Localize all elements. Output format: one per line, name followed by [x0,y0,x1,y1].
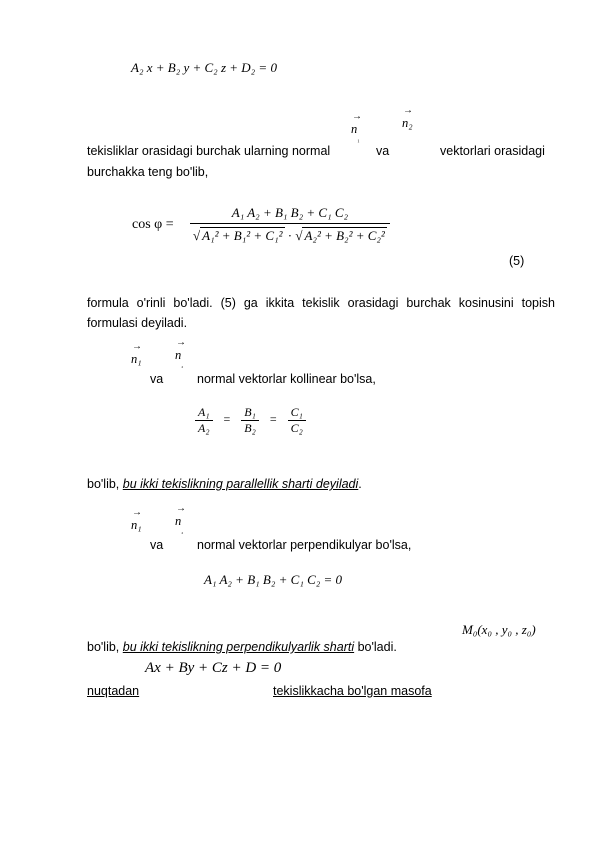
collinear-text: normal vektorlar kollinear bo'lsa, [197,372,376,386]
parallel-condition-link[interactable]: bu ikki tekislikning parallellik sharti deyiladi [122,477,359,491]
vector-arrow-icon: → [132,341,142,352]
va-word: va [376,144,390,158]
vector-n2-label: → n₂ [402,105,413,130]
collinear-ratio: $\frac{\text{A₁}}{\text{A₂}}$ = $\frac{\text{B₁}}{\text{B₂}}$ = $\frac{\text{C₁}}{\text{C₂}}$ [195,405,306,436]
perpendicular-condition-link[interactable]: bu ikki tekislikning perpendikulyarlik sharti [122,640,355,654]
va-word: va [150,372,164,386]
vector-n2-label-small: → $n_{_2}$ [175,337,186,369]
vector-arrow-icon: → [132,507,142,518]
va-word: va [150,538,164,552]
cos-numerator: A₁ A₂ + B₁ B₂ + C₁ C₂ [190,205,390,224]
paragraph-formula-line1: formula o'rinli bo'ladi. (5) ga ikkita tekislik orasidagi burchak kosinusini topish [87,296,555,310]
vector-n2-label-small: → $n_{_2}$ [175,503,186,535]
vector-arrow-icon: → [352,111,362,122]
plane2-equation: A₂ x + B₂ y + C₂ z + D₂ = 0 [131,60,277,75]
vector-arrow-icon: → [176,503,186,514]
vector-n1-label: → n₁ [131,341,142,366]
cos-dot: · [287,228,293,243]
paragraph-angle-line2: burchakka teng bo'lib, [87,165,209,179]
equation-number: (5) [509,254,525,268]
paragraph-formula-line2: formulasi deyiladi. [87,316,188,330]
nuqtadan-link[interactable]: nuqtadan [87,684,140,698]
perpendicular-text: normal vektorlar perpendikulyar bo'lsa, [197,538,412,552]
parallel-condition-line: bo'lib, bu ikki tekislikning parallellik sharti deyiladi. [87,477,362,491]
plane-general-equation: Ax + By + Cz + D = 0 [145,660,282,676]
cos-fraction: $\frac{\text{A₁ A₂ + B₁ B₂ + C₁ C₂}}{\text{√ A₁² + B₁² + C₁² · √ A₂² + B₂² + C₂²}}$ [190,205,390,244]
perpendicular-condition-line: bo'lib, bu ikki tekislikning perpendikulyarlik sharti bo'ladi. [87,640,397,654]
vector-arrow-icon: → [176,337,186,348]
vector-n1-label: → n₁ [131,507,142,532]
cos-denominator-b: A₂² + B₂² + C₂² [304,228,385,243]
perpendicular-equation: A₁ A₂ + B₁ B₂ + C₁ C₂ = 0 [204,572,343,587]
vector-arrow-icon: → [403,105,413,116]
paragraph-angle-tail: vektorlari orasidagi [440,144,545,158]
paragraph-angle-line1: tekisliklar orasidagi burchak ularning normal [87,144,331,158]
point-m0: M₀(x₀ , y₀ , z₀) [462,622,536,637]
cos-lhs: cos φ = [132,217,174,232]
distance-to-plane-link[interactable]: tekislikkacha bo'lgan masofa [273,684,432,698]
cos-denominator-a: A₁² + B₁² + C₁² [202,228,283,243]
vector-n-label: → $n_{_1}$ [351,111,362,143]
